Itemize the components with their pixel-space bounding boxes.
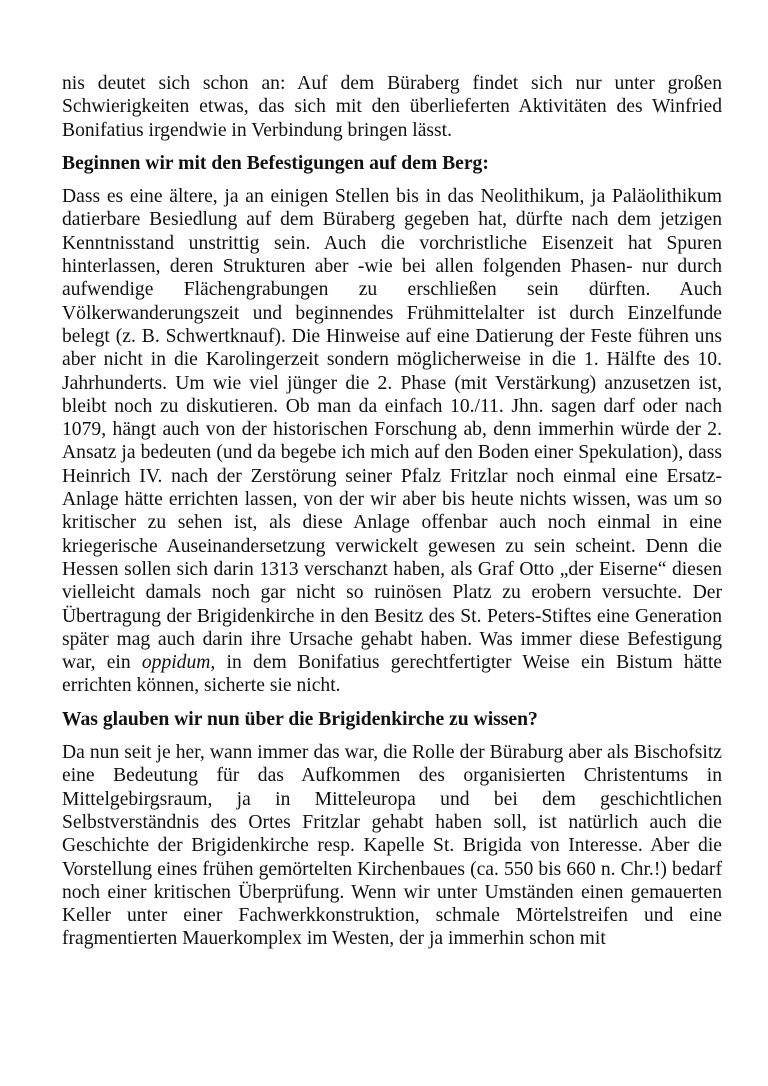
heading-fortifications: Beginnen wir mit den Befestigungen auf dem Berg: xyxy=(62,152,489,174)
intro-paragraph: nis deutet sich schon an: Auf dem Büraberg findet sich nur unter großen Schwierigkeiten etwas, das sich mit den überlieferten Aktivitäten des Winfried Bonifatius irgendwie in Verbindung bringen lässt. xyxy=(62,73,722,141)
fortifications-italic-term: oppidum xyxy=(141,652,211,674)
document-page xyxy=(62,72,722,951)
fortifications-text-part2: , in dem Bonifatius gerechtfertigter Weise ein Bistum hätte errichten können, sicherte sie nicht. xyxy=(62,652,722,697)
church-paragraph: Da nun seit je her, wann immer das war, die Rolle der Büraburg aber als Bischofsitz eine Bedeutung für das Aufkommen des organisierten Christentums in Mittelgebirgsraum, ja in Mitteleuropa und bei dem geschichtlichen Selbstverständnis des Ortes Fritzlar gehabt haben soll, ist natürlich auch die Geschichte der Brigidenkirche resp. Kapelle St. Brigida von Interesse. Aber die Vorstellung eines frühen gemörtelten Kirchenbaues (ca. 550 bis 660 n. Chr.!) bedarf noch einer kritischen Überprüfung. Wenn wir unter Umständen einen gemauerten Keller unter einer Fachwerkkonstruktion, schmale Mörtelstreifen und eine fragmentierten Mauerkomplex im Westen, der ja immerhin schon mit xyxy=(62,742,722,950)
fortifications-text-part1: Dass es eine ältere, ja an einigen Stellen bis in das Neolithikum, ja Paläolithikum datierbare Besiedlung auf dem Büraberg gegeben hat, dürfte nach dem jetzigen Kenntnisstand unstrittig sein. Auch die vorchristliche Eisenzeit hat Spuren hinterlassen, deren Strukturen aber -wie bei allen folgenden Phasen- nur durch aufwendige Flächengrabungen zu erschließen sein dürften. Auch Völkerwanderungszeit und beginnendes Frühmittelalter ist durch Einzelfunde belegt (z. B. Schwertknauf). Die Hinweise auf eine Datierung der Feste führen uns aber nicht in die Karolingerzeit sondern möglicherweise in die 1. Hälfte des 10. Jahrhunderts. Um wie viel jünger die 2. Phase (mit Verstärkung) anzusetzen ist, bleibt noch zu diskutieren. Ob man da einfach 10./11. Jhn. sagen darf oder nach 1079, hängt auch von der historischen Forschung ab, denn immerhin würde der 2. Ansatz ja bedeuten (und da begebe ich mich auf den Boden einer Spekulation), dass Heinrich IV. nach der Zerstörung seiner Pfalz Fritzlar noch einmal eine Ersatz-Anlage hätte errichten lassen, von der wir aber bis heute nichts wissen, was um so kritischer zu sehen ist, als diese Anlage offenbar auch noch einmal in eine kriegerische Auseinandersetzung verwickelt gewesen zu sein scheint. Denn die Hessen sollen sich darin 1313 verschanzt haben, als Graf Otto „der Eiserne“ diesen vielleicht damals noch gar nicht so ruinösen Platz zu erobern versuchte. Der Übertragung der Brigidenkirche in den Besitz des St. Peters-Stiftes eine Generation später mag auch darin ihre Ursache gehabt haben. Was immer diese Befestigung war, ein xyxy=(62,186,722,674)
fortifications-paragraph xyxy=(62,185,722,698)
heading-church: Was glauben wir nun über die Brigidenkirche zu wissen? xyxy=(62,708,538,730)
